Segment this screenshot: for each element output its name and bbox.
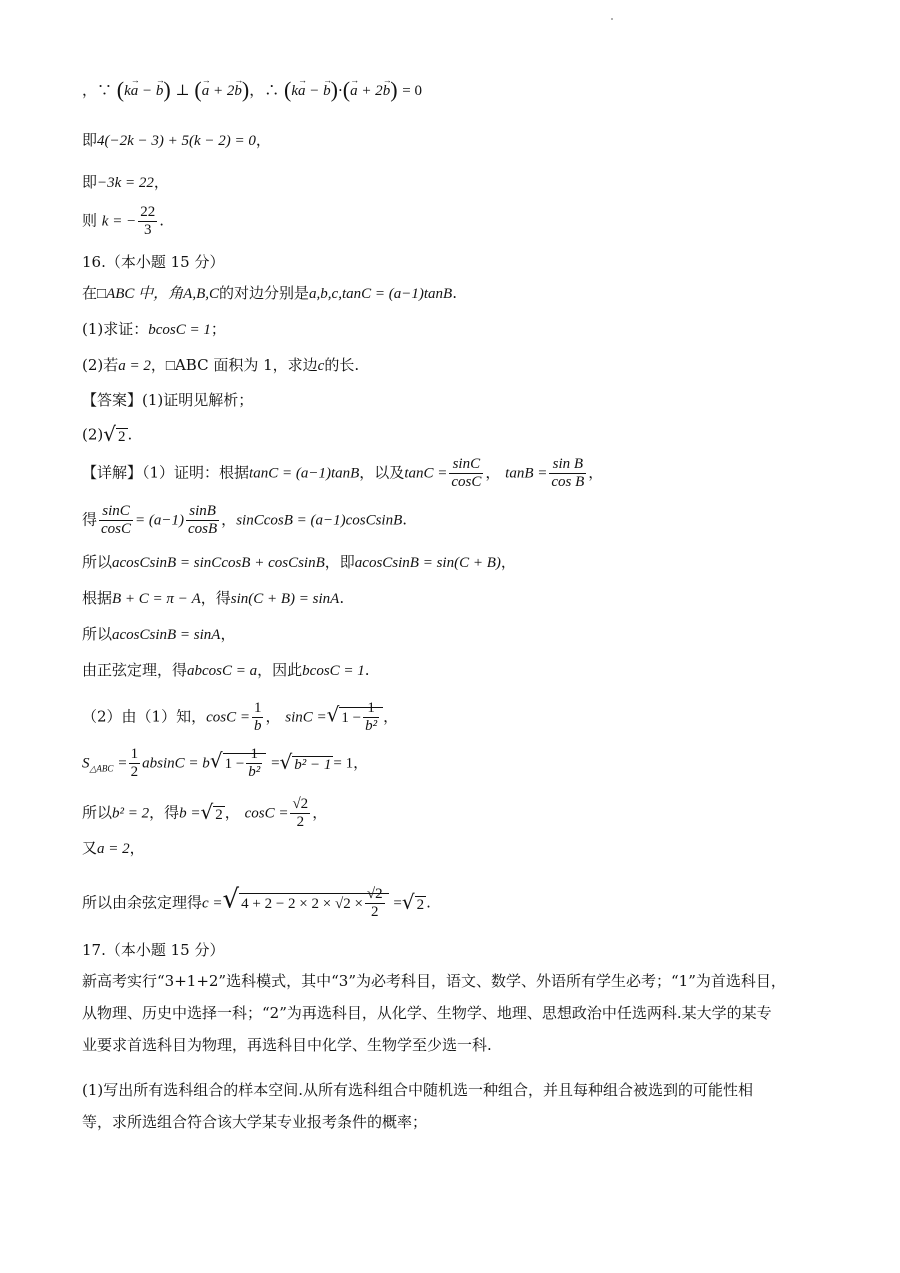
prefix: 即 — [82, 131, 98, 149]
therefore-text: ，∴ — [249, 81, 280, 99]
q16-also: 又a = 2， — [82, 839, 145, 857]
suffix: ， — [153, 173, 169, 191]
q16-header: 16.（本小题 15 分） — [82, 253, 225, 271]
q16-answer-2: (2)√ 2 . — [82, 422, 133, 446]
q17-paragraph-2 — [82, 1074, 812, 1138]
text-line: 从物理、历史中选择一科；“2”为再选科目，从化学、生物学、地理、思想政治中任选两科.某大学的某专 — [82, 1004, 772, 1022]
q16-cosine-law: 所以由余弦定理得c =√ 4 + 2 − 2 × 2 × √2 × $\frac{√2}{2}$ =√ 2 . — [82, 884, 431, 920]
suffix: ， — [255, 131, 271, 149]
eq-zero: = 0 — [402, 83, 423, 99]
q17-paragraph-1 — [82, 965, 812, 1061]
scan-dot — [611, 18, 613, 20]
q16-part1: (1)求证：bcosC = 1； — [82, 320, 226, 338]
sqrt: √ 2 — [103, 422, 126, 446]
q16-area: $S_{\triangle ABC}$ = $\frac{1}{2}$ absinC = b√ 1 − $\frac{1}{\text{b²}}$ =√ b² − 1 = 1， — [82, 746, 369, 780]
prefix: 即 — [82, 173, 98, 191]
q16-detail-6: 由正弦定理，得abcosC = a，因此bcosC = 1. — [82, 661, 370, 679]
suffix: . — [159, 211, 164, 230]
derivation-line-2 — [82, 172, 169, 193]
q16-b-value: 所以b² = 2，得b =√ 2 ， cosC = $\frac{√2}{2}$ ， — [82, 796, 328, 830]
q16-detail-5: 所以acosCsinB = sinA， — [82, 625, 236, 643]
q16-detail-1: 【详解】（1）证明：根据tanC = (a−1)tanB，以及tanC = $\frac{\sin C}{\cos C}$ ， tanB = $\frac{\text{sin B}}{\text{cos B}}$ ， — [82, 456, 604, 490]
q17-header: 17.（本小题 15 分） — [82, 941, 225, 959]
q16-part2-solution: （2）由（1）知，cosC = $\frac{1}{b}$ ， sinC =√ 1 − $\frac{1}{\text{b²}}$ ， — [82, 700, 399, 734]
perpendicular-equation: ，∵ (k→ a − → b) ⊥ (→ a + 2→ b)，∴ (k→ a − → b)·(→ a + 2→ b) = 0 — [82, 80, 422, 101]
text-line: 业要求首选科目为物理，再选科目中化学、生物学至少选一科. — [82, 1036, 492, 1054]
derivation-line-3 — [82, 204, 164, 239]
text-line: 等，求所选组合符合该大学某专业报考条件的概率； — [82, 1113, 428, 1131]
derivation-line-1 — [82, 130, 271, 151]
math: k = − — [101, 213, 137, 230]
q16-answer: 【答案】(1)证明见解析； — [82, 391, 254, 409]
math: 4(−2k − 3) + 5(k − 2) = 0 — [97, 133, 256, 149]
prefix: 则 — [82, 211, 98, 230]
lead-text: ，∵ — [82, 81, 113, 99]
q16-detail-2: 得 $\frac{\sin C}{\cos C}$ = (a−1) $\frac{\sin B}{\cos B}$ ，sinCcosB = (a−1)cosCsinB. — [82, 503, 408, 537]
fraction: $\frac{22}{3}$ — [140, 204, 156, 238]
q16-detail-3: 所以acosCsinB = sinCcosB + cosCsinB，即acosCsinB = sin(C + B)， — [82, 553, 516, 571]
text-line: 新高考实行“3+1+2”选科模式，其中“3”为必考科目，语文、数学、外语所有学生必考；“1”为首选科目， — [82, 972, 786, 990]
text-line: (1)写出所有选科组合的样本空间.从所有选科组合中随机选一种组合，并且每种组合被选到的可能性相 — [82, 1081, 754, 1099]
q16-detail-4: 根据B + C = π − A，得sin(C + B) = sinA. — [82, 589, 345, 607]
perp-symbol: ⊥ — [175, 81, 190, 99]
math: −3k = 22 — [97, 175, 154, 191]
q16-stem: 在□ABC 中，角A,B,C的对边分别是a,b,c,tanC = (a−1)tanB. — [82, 284, 457, 302]
q16-part2: (2)若a = 2，□ABC 面积为 1，求边c的长. — [82, 356, 360, 374]
